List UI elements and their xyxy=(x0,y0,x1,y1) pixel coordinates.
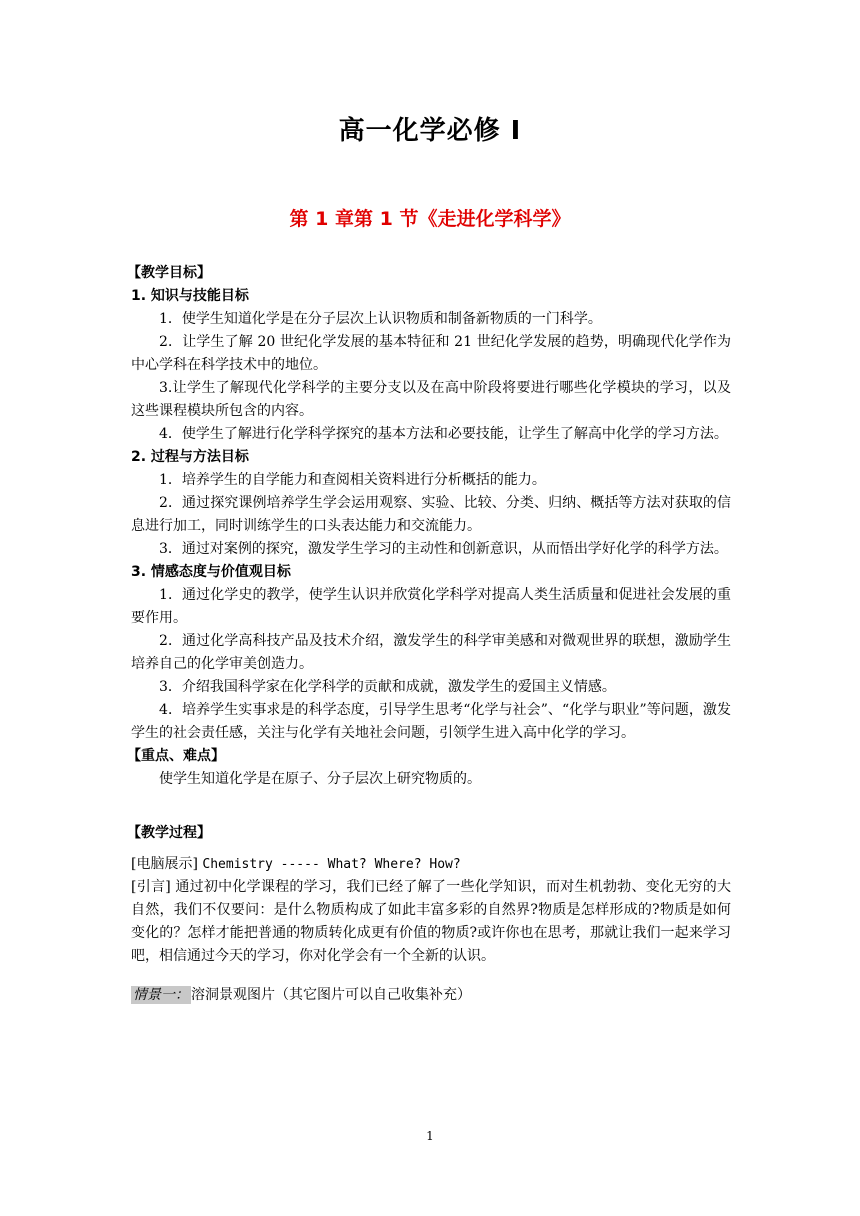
objective-1-item: 4．使学生了解进行化学科学探究的基本方法和必要技能，让学生了解高中化学的学习方法。 xyxy=(159,426,728,442)
document-body xyxy=(127,262,731,1007)
objectives-heading: 【教学目标】 xyxy=(127,265,211,281)
objective-1-item: 1．使学生知道化学是在分子层次上认识物质和制备新物质的一门科学。 xyxy=(159,311,602,327)
key-points-text: 使学生知道化学是在原子、分子层次上研究物质的。 xyxy=(159,771,481,787)
scene-label: 情景一： xyxy=(133,987,189,1003)
objective-3-item: 2．通过化学高科技产品及技术介绍，激发学生的科学审美感和对微观世界的联想，激励学生培养自己的化学审美创造力。 xyxy=(131,633,731,672)
scene-text: 溶洞景观图片（其它图片可以自己收集补充） xyxy=(191,987,471,1003)
computer-display-line xyxy=(131,853,731,876)
introduction-paragraph xyxy=(131,876,731,968)
objective-3-heading: 3. 情感态度与价值观目标 xyxy=(131,564,291,580)
objective-2-heading: 2. 过程与方法目标 xyxy=(131,449,249,465)
document-title: 高一化学必修 I xyxy=(338,116,522,146)
objective-3-item: 4．培养学生实事求是的科学态度，引导学生思考“化学与社会”、“化学与职业”等问题，激发学生的社会责任感，关注与化学有关地社会问题，引领学生进入高中化学的学习。 xyxy=(131,702,731,741)
objective-1-item: 2．让学生了解 20 世纪化学发展的基本特征和 21 世纪化学发展的趋势，明确现代化学作为中心学科在科学技术中的地位。 xyxy=(131,334,731,373)
objective-2-item: 2．通过探究课例培养学生学会运用观察、实验、比较、分类、归纳、概括等方法对获取的信息进行加工，同时训练学生的口头表达能力和交流能力。 xyxy=(131,495,731,534)
objective-1-heading: 1. 知识与技能目标 xyxy=(131,288,249,304)
objective-3-item: 3．介绍我国科学家在化学科学的贡献和成就，激发学生的爱国主义情感。 xyxy=(159,679,616,695)
objective-1-item: 3.让学生了解现代化学科学的主要分支以及在高中阶段将要进行哪些化学模块的学习，以及这些课程模块所包含的内容。 xyxy=(131,380,731,419)
objective-2-item: 1．培养学生的自学能力和查阅相关资料进行分析概括的能力。 xyxy=(159,472,546,488)
page-number: 1 xyxy=(426,1129,434,1143)
scene-one-line xyxy=(131,984,731,1007)
teaching-process-heading: 【教学过程】 xyxy=(127,825,211,841)
display-text: Chemistry ----- What? Where? How? xyxy=(202,857,461,872)
key-points-heading: 【重点、难点】 xyxy=(127,748,225,764)
intro-text: 通过初中化学课程的学习，我们已经了解了一些化学知识，而对生机勃勃、变化无穷的大自然，我们不仅要问：是什么物质构成了如此丰富多彩的自然界?物质是怎样形成的?物质是如何变化的？怎样才能把普通的物质转化成更有价值的物质?或许你也在思考，那就让我们一起来学习吧，相信通过今天的学习，你对化学会有一个全新的认识。 xyxy=(131,879,731,964)
display-label: [电脑展示] xyxy=(131,856,198,872)
objective-3-item: 1．通过化学史的教学，使学生认识并欣赏化学科学对提高人类生活质量和促进社会发展的重要作用。 xyxy=(131,587,731,626)
intro-label: [引言] xyxy=(131,879,171,895)
objective-2-item: 3．通过对案例的探究，激发学生学习的主动性和创新意识，从而悟出学好化学的科学方法。 xyxy=(159,541,728,557)
chapter-subtitle: 第 1 章第 1 节《走进化学科学》 xyxy=(289,208,571,230)
